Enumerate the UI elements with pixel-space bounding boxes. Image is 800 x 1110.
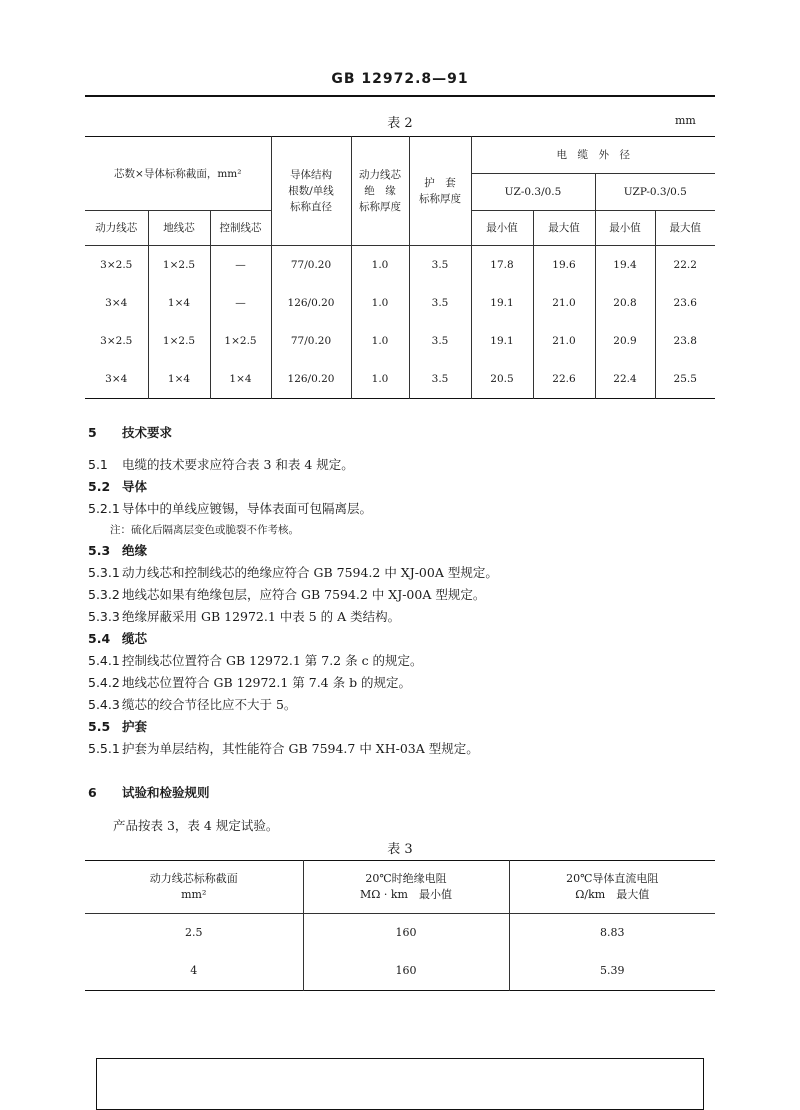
- clause-5-4: 5.4 缆芯: [88, 631, 148, 646]
- th-uz: UZ-0.3/0.5: [471, 174, 595, 211]
- clause-5-5: 5.5 护套: [88, 719, 148, 734]
- th-insulation-resistance: 20℃时绝缘电阻 MΩ · km 最小值: [303, 861, 509, 914]
- th-control-core: 控制线芯: [210, 211, 271, 246]
- th-power-area: 动力线芯标称截面 mm²: [85, 861, 303, 914]
- th-cores-area: 芯数×导体标称截面，mm²: [85, 137, 271, 211]
- table-row: 3×2.5 1×2.5 — 77/0.20 1.0 3.5 17.8 19.6 19.4 22.2: [85, 246, 715, 285]
- clause-5-4-3: 5.4.3 缆芯的绞合节径比应不大于 5。: [88, 697, 297, 712]
- bottom-frame: [96, 1058, 704, 1110]
- th-power-core: 动力线芯: [85, 211, 148, 246]
- th-uzp: UZP-0.3/0.5: [595, 174, 715, 211]
- clause-5-3-3: 5.3.3 绝缘屏蔽采用 GB 12972.1 中表 5 的 A 类结构。: [88, 609, 401, 624]
- section-6-text: 产品按表 3，表 4 规定试验。: [113, 818, 279, 833]
- clause-5-5-1: 5.5.1 护套为单层结构，其性能符合 GB 7594.7 中 XH-03A 型规定。: [88, 741, 479, 756]
- table3-caption: 表 3: [387, 842, 413, 857]
- th-outer-diameter: 电 缆 外 径: [471, 137, 715, 174]
- section-5-body: [88, 454, 718, 760]
- th-power-insulation: 动力线芯 绝 缘 标称厚度: [351, 137, 409, 246]
- table-3: [85, 860, 715, 991]
- clause-note: 注：硫化后隔离层变色或脆裂不作考核。: [110, 524, 299, 536]
- table-2: [85, 136, 715, 399]
- th-dc-resistance: 20℃导体直流电阻 Ω/km 最大值: [509, 861, 715, 914]
- table-row: 4 160 5.39: [85, 952, 715, 991]
- section-5-title: 5 技术要求: [88, 425, 173, 440]
- th-uzp-max: 最大值: [655, 211, 715, 246]
- th-conductor: 导体结构 根数/单线 标称直径: [271, 137, 351, 246]
- table2-unit: mm: [675, 114, 696, 127]
- clause-5-3: 5.3 绝缘: [88, 543, 148, 558]
- header-rule: [85, 95, 715, 97]
- th-uz-min: 最小值: [471, 211, 533, 246]
- document-header: GB 12972.8—91: [331, 71, 469, 87]
- clause-5-4-1: 5.4.1 控制线芯位置符合 GB 12972.1 第 7.2 条 c 的规定。: [88, 653, 423, 668]
- table-row: 2.5 160 8.83: [85, 914, 715, 953]
- clause-5-2-1: 5.2.1 导体中的单线应镀锡，导体表面可包隔离层。: [88, 501, 373, 516]
- table2-caption: 表 2: [387, 116, 413, 131]
- clause-5-1: 5.1 电缆的技术要求应符合表 3 和表 4 规定。: [88, 457, 354, 472]
- table-row: 3×2.5 1×2.5 1×2.5 77/0.20 1.0 3.5 19.1 21.0 20.9 23.8: [85, 322, 715, 360]
- th-uz-max: 最大值: [533, 211, 595, 246]
- table-row: 3×4 1×4 — 126/0.20 1.0 3.5 19.1 21.0 20.8 23.6: [85, 284, 715, 322]
- th-uzp-min: 最小值: [595, 211, 655, 246]
- section-6-title: 6 试验和检验规则: [88, 785, 210, 800]
- clause-5-3-2: 5.3.2 地线芯如果有绝缘包层，应符合 GB 7594.2 中 XJ-00A 型规定。: [88, 587, 486, 602]
- clause-5-2: 5.2 导体: [88, 479, 148, 494]
- th-sheath: 护 套 标称厚度: [409, 137, 471, 246]
- clause-5-4-2: 5.4.2 地线芯位置符合 GB 12972.1 第 7.4 条 b 的规定。: [88, 675, 412, 690]
- clause-5-3-1: 5.3.1 动力线芯和控制线芯的绝缘应符合 GB 7594.2 中 XJ-00A 型规定。: [88, 565, 498, 580]
- th-ground-core: 地线芯: [148, 211, 210, 246]
- table-row: 3×4 1×4 1×4 126/0.20 1.0 3.5 20.5 22.6 22.4 25.5: [85, 360, 715, 399]
